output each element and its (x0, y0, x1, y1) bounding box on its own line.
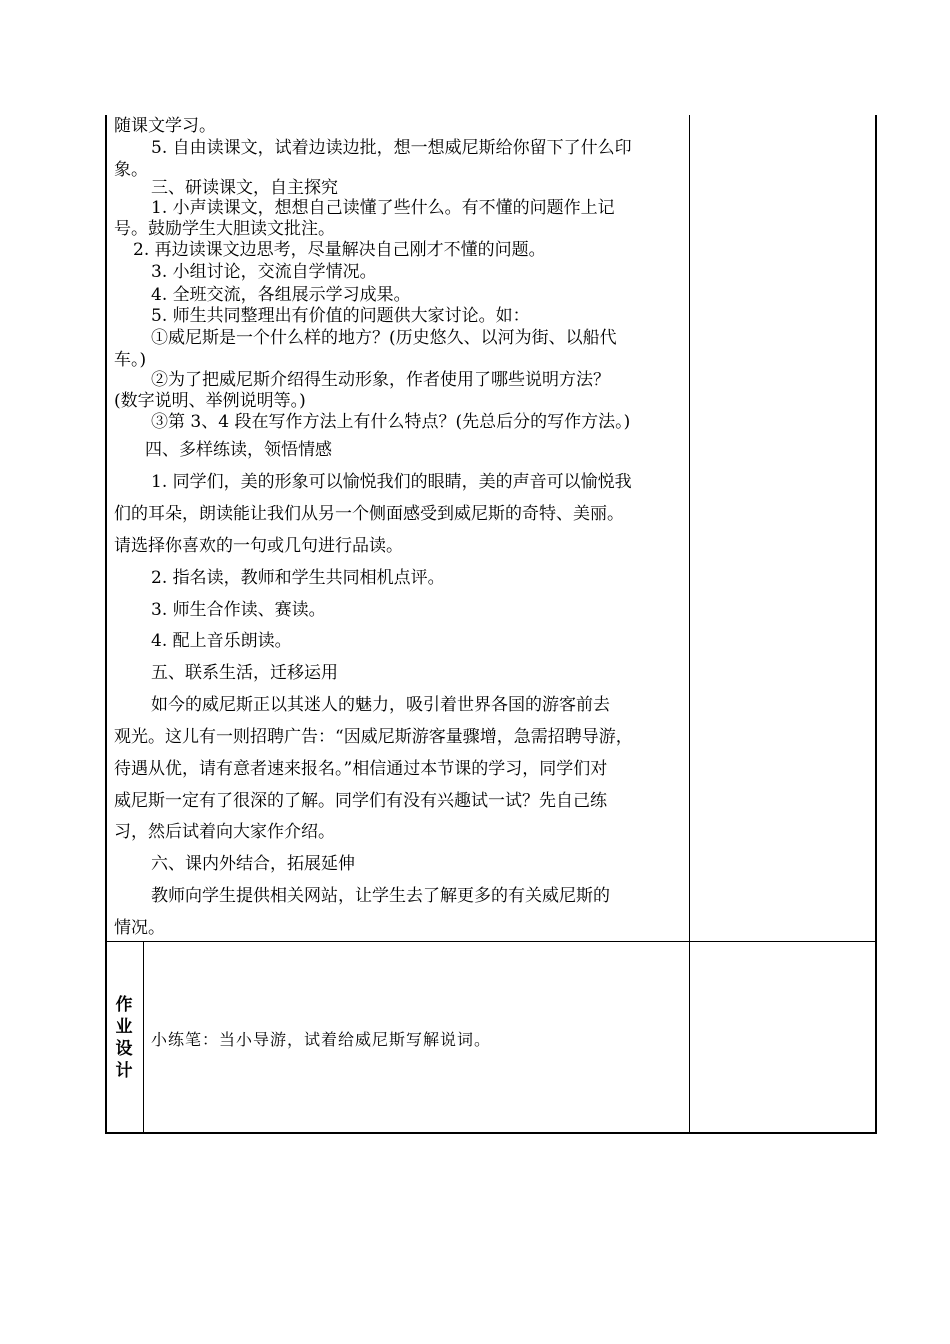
homework-label (105, 941, 143, 1134)
lesson-line: 习，然后试着向大家作介绍。 (114, 822, 335, 842)
lesson-line: 威尼斯一定有了很深的了解。同学们有没有兴趣试一试？先自己练 (114, 791, 607, 811)
lesson-line: 2. 指名读，教师和学生共同相机点评。 (151, 568, 445, 588)
lesson-line: ②为了把威尼斯介绍得生动形象，作者使用了哪些说明方法？ (151, 370, 610, 390)
table-border-bottom (105, 1132, 877, 1134)
lesson-line: 4. 全班交流，各组展示学习成果。 (151, 285, 411, 305)
lesson-line: 如今的威尼斯正以其迷人的魅力，吸引着世界各国的游客前去 (151, 695, 610, 715)
lesson-line: 请选择你喜欢的一句或几句进行品读。 (114, 536, 403, 556)
lesson-line: 四、多样练读，领悟情感 (145, 440, 332, 460)
lesson-line: 们的耳朵，朗读能让我们从另一个侧面感受到威尼斯的奇特、美丽。 (114, 504, 624, 524)
table-border-right (875, 115, 877, 1134)
lesson-line: 随课文学习。 (114, 116, 216, 136)
homework-text: 小练笔：当小导游，试着给威尼斯写解说词。 (151, 1030, 492, 1049)
lesson-line: 1. 小声读课文，想想自己读懂了些什么。有不懂的问题作上记 (151, 198, 615, 218)
lesson-line: 5. 自由读课文，试着边读边批，想一想威尼斯给你留下了什么印 (151, 138, 632, 158)
column-divider (689, 115, 690, 1134)
lesson-line: 号。鼓励学生大胆读文批注。 (114, 219, 335, 239)
lesson-line: 3. 小组讨论，交流自学情况。 (151, 262, 377, 282)
lesson-line: 1. 同学们，美的形象可以愉悦我们的眼睛，美的声音可以愉悦我 (151, 472, 632, 492)
lesson-line: 4. 配上音乐朗读。 (151, 631, 292, 651)
homework-label-char: 设 (115, 1038, 133, 1059)
lesson-line: 观光。这儿有一则招聘广告：“因威尼斯游客量骤增，急需招聘导游， (114, 727, 633, 747)
lesson-line: 2. 再边读课文边思考，尽量解决自己刚才不懂的问题。 (133, 240, 546, 260)
lesson-line: 3. 师生合作读、赛读。 (151, 600, 326, 620)
lesson-line: 五、联系生活，迁移运用 (151, 663, 338, 683)
lesson-line: 三、研读课文，自主探究 (151, 178, 338, 198)
lesson-line: ①威尼斯是一个什么样的地方？(历史悠久、以河为街、以船代 (151, 328, 617, 348)
homework-label-char: 计 (115, 1060, 133, 1081)
lesson-line: (数字说明、举例说明等。) (114, 391, 306, 411)
lesson-line: ③第 3、4 段在写作方法上有什么特点？(先总后分的写作方法。) (151, 412, 631, 432)
lesson-line: 车。) (114, 350, 147, 370)
row-divider (105, 941, 877, 942)
lesson-line: 六、课内外结合，拓展延伸 (151, 854, 355, 874)
lesson-line: 待遇从优，请有意者速来报名。”相信通过本节课的学习，同学们对 (114, 759, 608, 779)
lesson-line: 情况。 (114, 918, 165, 938)
lesson-line: 5. 师生共同整理出有价值的问题供大家讨论。如： (151, 306, 530, 326)
homework-label-char: 作 (115, 994, 133, 1015)
lesson-line: 教师向学生提供相关网站，让学生去了解更多的有关威尼斯的 (151, 886, 610, 906)
lesson-line: 象。 (114, 160, 148, 180)
homework-label-char: 业 (115, 1016, 133, 1037)
lesson-plan-table (105, 115, 877, 1134)
label-column-divider (143, 941, 144, 1134)
